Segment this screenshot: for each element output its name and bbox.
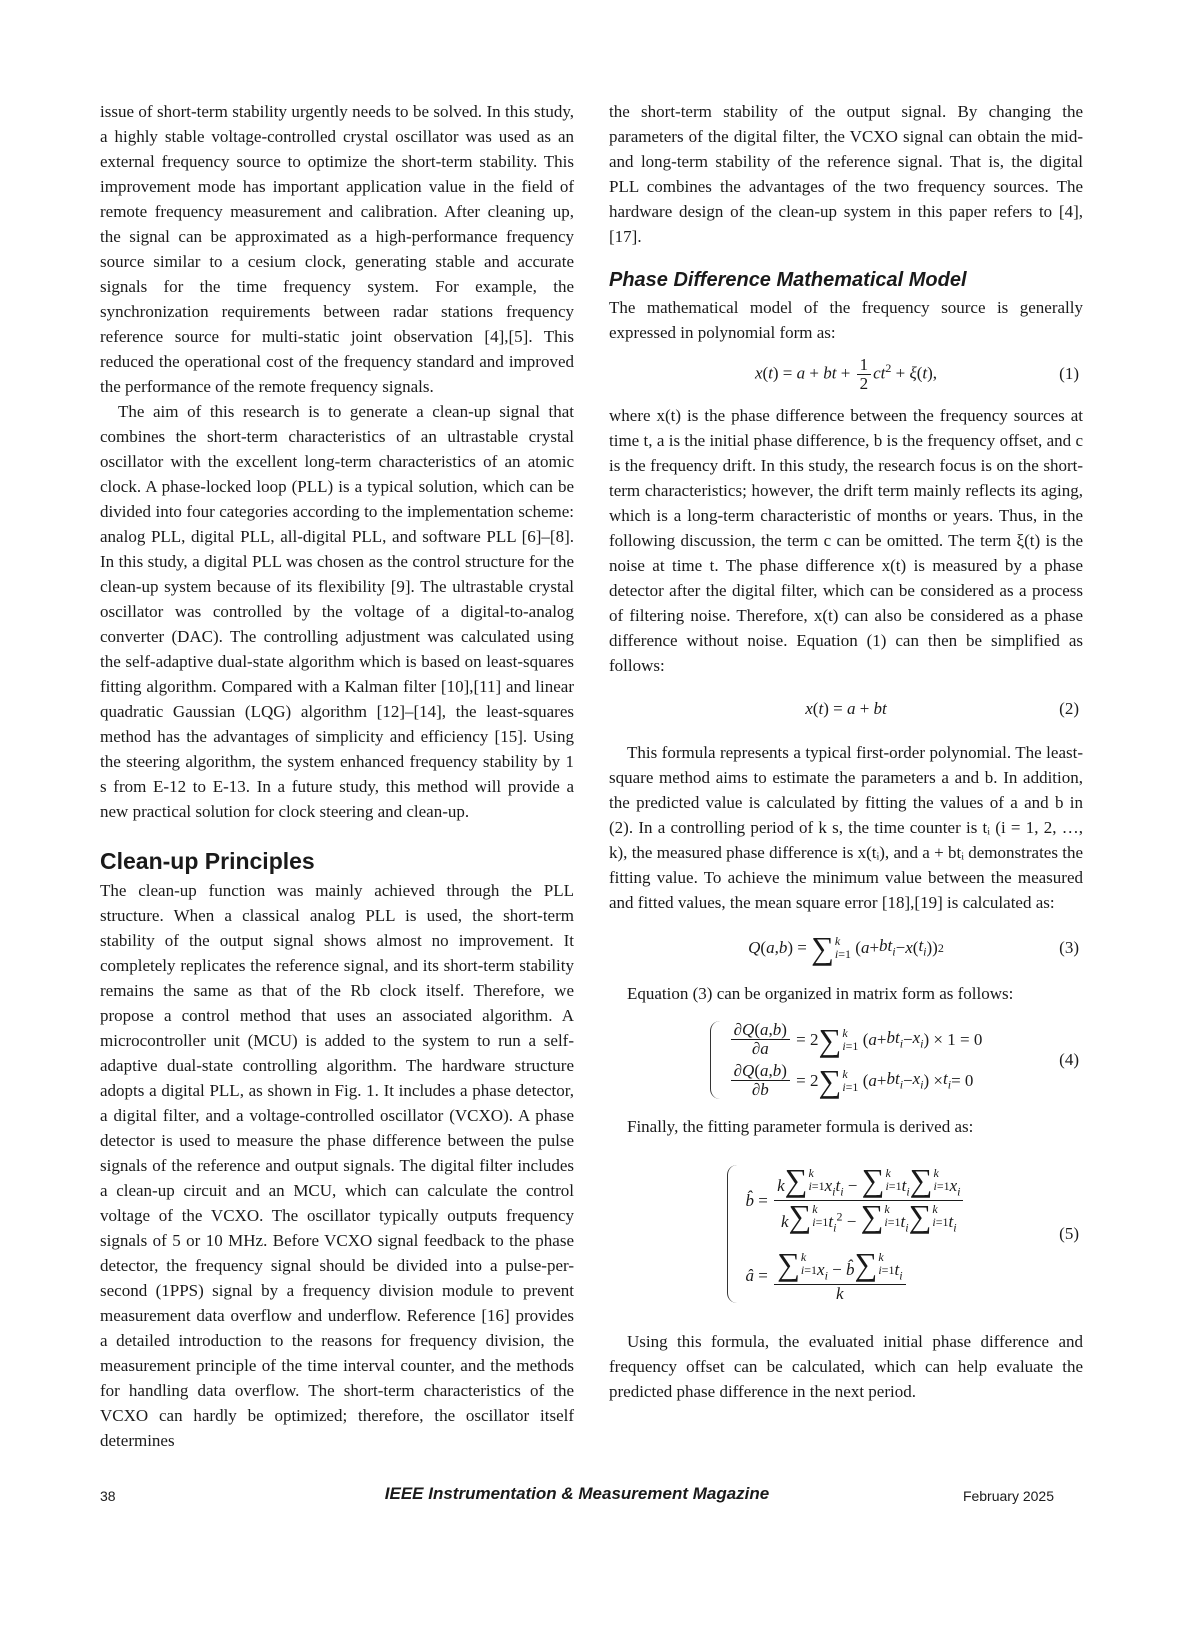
paragraph: The mathematical model of the frequency source is generally expressed in polynomial form as: — [609, 298, 1083, 342]
left-column — [100, 99, 574, 1453]
equation-number: (4) — [1059, 1050, 1079, 1069]
equation-number: (2) — [1059, 699, 1079, 718]
paragraph: issue of short-term stability urgently needs to be solved. In this study, a highly stable voltage-controlled crystal oscillator was used as an external frequency source to optimize the short-term stability. This improvement mode has important application value in the field of remote frequency measurement and calibration. After cleaning up, the signal can be approximated as a high-performance frequency source similar to a cesium clock, generating stable and accurate signals for the time frequency system. For example, the synchronization requirements between radar stations frequency reference source for multi-static joint observation [4],[5]. This reduced the operational cost of the frequency standard and improved the performance of the remote frequency signals. — [100, 102, 574, 396]
paragraph: Using this formula, the evaluated initial phase difference and frequency offset can be calculated, which can help evaluate the predicted phase difference in the next period. — [609, 1332, 1083, 1401]
equation-3 — [609, 915, 1083, 981]
section-heading: Clean-up Principles — [100, 848, 315, 874]
paragraph: Equation (3) can be organized in matrix form as follows: — [627, 984, 1014, 1003]
equation-2 — [609, 678, 1083, 740]
page-number: 38 — [100, 1488, 116, 1504]
equation-4 — [609, 1006, 1083, 1114]
equation-1 — [609, 345, 1083, 403]
paragraph: the short-term stability of the output signal. By changing the parameters of the digital filter, the VCXO signal can obtain the mid- and long-term stability of the reference signal. That is, the digital PLL combines the advantages of the two frequency sources. The hardware design of the clean-up system in this paper refers to [4],[17]. — [609, 102, 1083, 246]
paragraph: Finally, the fitting parameter formula is derived as: — [627, 1117, 974, 1136]
equation-2-body: x(t) = a + bt — [805, 699, 887, 718]
paragraph: This formula represents a typical first-order polynomial. The least-square method aims to estimate the parameters a and b. In addition, the predicted value is calculated by fitting the values of a and b in (2). In a controlling period of k s, the time counter is tᵢ (i = 1, 2, …, k), the measured phase difference is x(tᵢ), and a + btᵢ demonstrates the fitting value. To achieve the minimum value between the measured and fitted values, the mean square error [18],[19] is calculated as: — [609, 743, 1083, 912]
equation-1-body: x(t) = a + bt + $\frac{1}{2}$ $ct^2 + \xi(t)$, — [754, 354, 938, 393]
equation-number: (1) — [1059, 364, 1079, 383]
magazine-title: IEEE Instrumentation & Measurement Magazine — [384, 1484, 770, 1503]
equation-5-body: b̂ = k ∑ k i=1 $x_it_i$ − ∑ k i=1 $t_i$ ∑ k i=1 $x_i$ k ∑ k i=1 $t_i^2$ − ∑ k i=1 $t_i$ ∑ k i=1 $t_i$ â = ∑ k i=1 $x_i$ − b̂ ∑ k i=1 $t_i$ k — [727, 1165, 966, 1303]
equation-3-body: Q ( a , b ) = ∑ k i=1 ( a + $bt_i$ − x ( $t_i$ )) 2 — [748, 930, 944, 966]
paragraph: The aim of this research is to generate a clean-up signal that combines the short-term characteristics of an ultrastable crystal oscillator with the excellent long-term characteristics of an atomic clock. A phase-locked loop (PLL) is a typical solution, which can be divided into four categories according to the implementation scheme: analog PLL, digital PLL, all-digital PLL, and software PLL [6]–[8]. In this study, a digital PLL was chosen as the control structure for the clean-up system because of its flexibility [9]. The ultrastable crystal oscillator was controlled by the voltage of a digital-to-analog converter (DAC). The controlling adjustment was calculated using the self-adaptive dual-state algorithm which is based on least-squares fitting algorithm. Compared with a Kalman filter [10],[11] and linear quadratic Gaussian (LQG) algorithm [12]–[14], the least-squares method has the advantages of simplicity and efficiency [15]. Using the steering algorithm, the system enhanced frequency stability by 1 s from E-12 to E-13. In a future study, this method will provide a new practical solution for clock steering and clean-up. — [100, 402, 574, 821]
subsection-heading: Phase Difference Mathematical Model — [609, 269, 967, 291]
right-column — [609, 99, 1083, 1404]
equation-5 — [609, 1139, 1083, 1329]
page-footer — [100, 1484, 1054, 1508]
equation-4-body: $\frac{\partial Q(a,b)}{\partial a}$ = 2 ∑ k i=1 ( a + $bt_i$ − $x_i$ ) × 1 = 0 $\frac{\partial Q(a,b)}{\partial b}$ = 2 ∑ k i=1 ( a + $bt_i$ − $x_i$ ) × $t_i$ = 0 — [710, 1021, 983, 1099]
paragraph: where x(t) is the phase difference between the frequency sources at time t, a is the initial phase difference, b is the frequency offset, and c is the frequency drift. In this study, the research focus is on the short-term characteristics; however, the drift term mainly reflects its aging, which is a long-term characteristic of months or years. Thus, in the following discussion, the term c can be omitted. The term ξ(t) is the noise at time t. The phase difference x(t) is measured by a phase detector after the digital filter, which can be considered as a process of filtering noise. Therefore, x(t) can also be considered as a phase difference without noise. Equation (1) can then be simplified as follows: — [609, 406, 1083, 675]
brace — [710, 1021, 721, 1099]
issue-date: February 2025 — [962, 1488, 1054, 1504]
brace — [727, 1165, 738, 1303]
equation-number: (5) — [1059, 1224, 1079, 1243]
paragraph: The clean-up function was mainly achieved through the PLL structure. When a classical analog PLL is used, the short-term stability of the output signal shows almost no improvement. It completely replicates the reference signal, and its short-term stability remains the same as that of the Rb clock itself. Therefore, we propose a control method that uses an associated algorithm. A microcontroller unit (MCU) is added to the system to run a self-adaptive dual-state controlling algorithm. The hardware structure adopts a digital PLL, as shown in Fig. 1. It includes a phase detector, a digital filter, and a voltage-controlled oscillator (VCXO). A phase detector is used to measure the phase difference between the pulse signals of the reference and output signals. The digital filter includes a clean-up circuit and an MCU, which can calculate the control voltage of the VCXO. The oscillator typically outputs frequency signals of 5 or 10 MHz. Before VCXO signal feedback to the phase detector, the frequency signal should be divided into a pulse-per-second (1PPS) signal by a frequency division module to prevent measurement data overflow and underflow. Reference [16] provides a detailed introduction to the reasons for frequency division, the measurement principle of the time interval counter, and the methods for handling data overflow. The short-term characteristics of the VCXO can hardly be optimized; therefore, the oscillator itself determines — [100, 881, 574, 1450]
equation-number: (3) — [1059, 938, 1079, 957]
